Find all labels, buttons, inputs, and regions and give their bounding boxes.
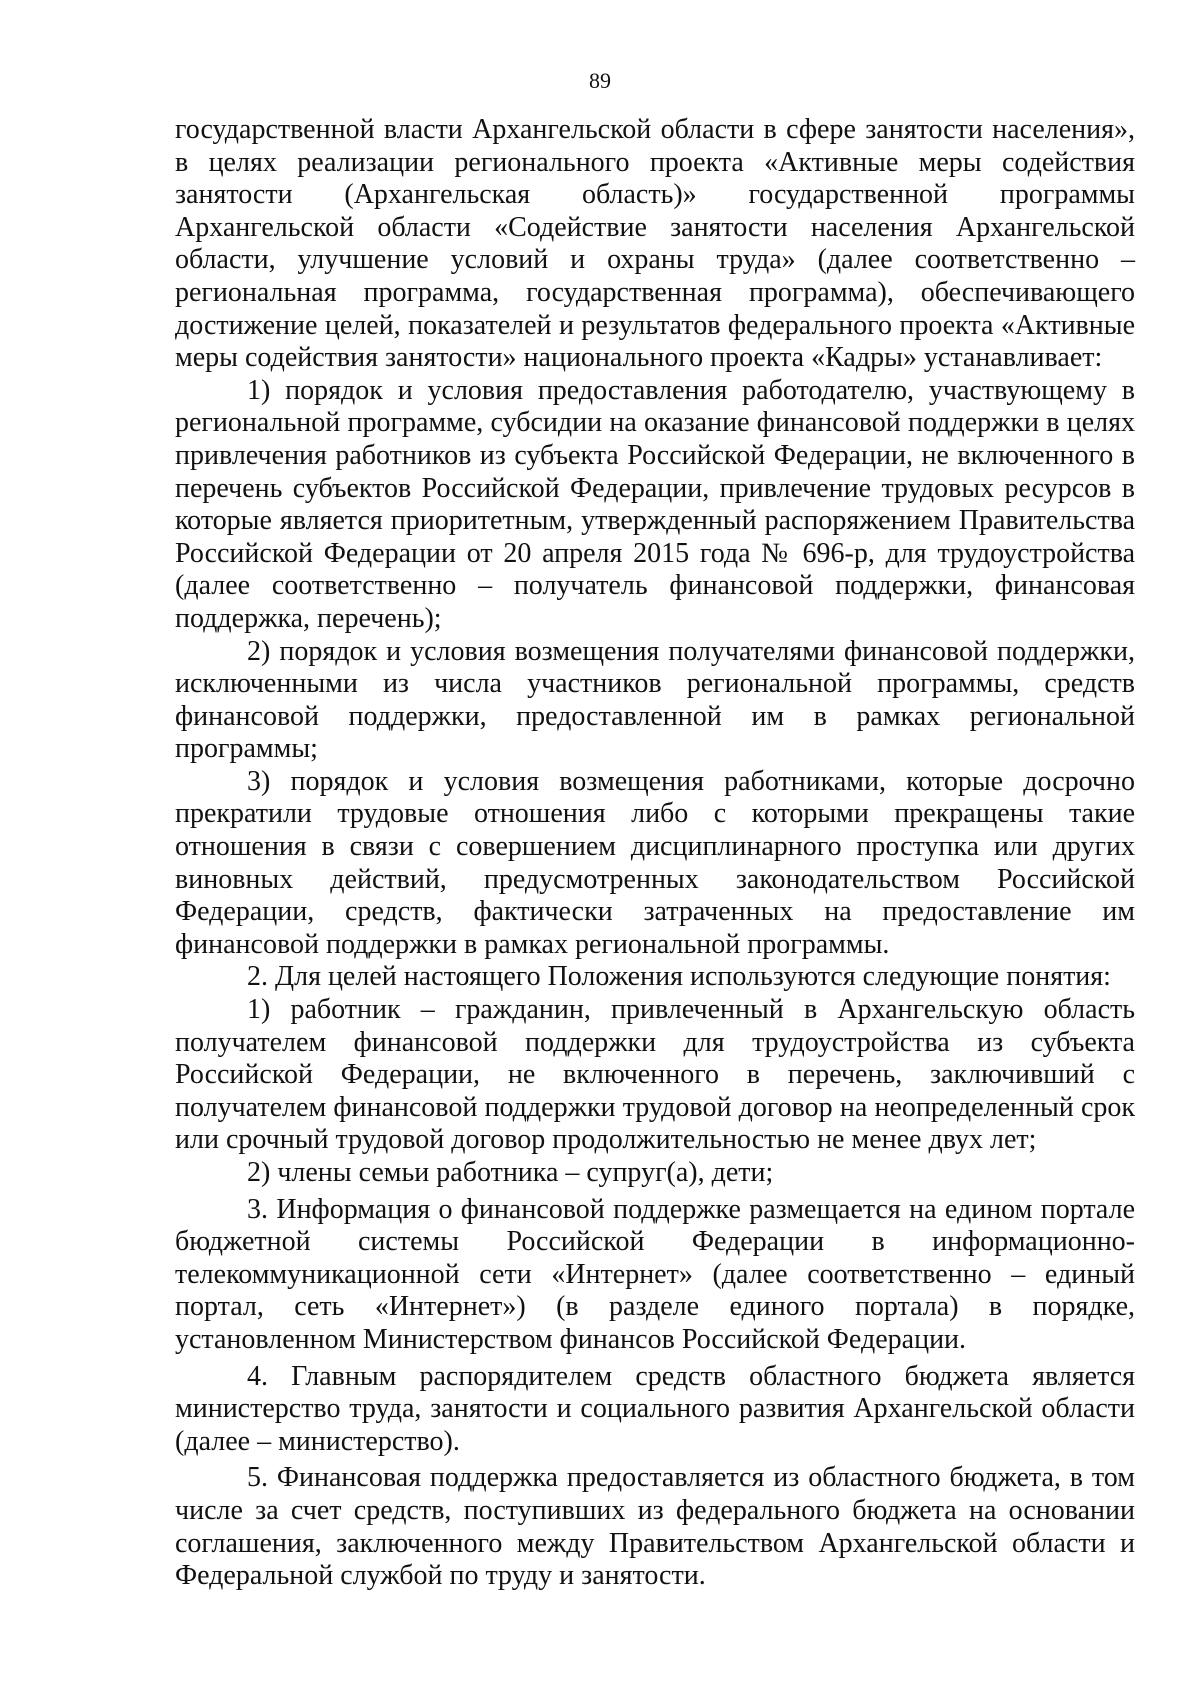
- paragraph-section-2: 2. Для целей настоящего Положения используются следующие понятия:: [247, 961, 1111, 993]
- paragraph-definition-worker: 1) работник – гражданин, привлеченный в Архангельскую область получателем финансовой поддержки для трудоустройства из субъекта Российской Федерации, не включенного в перечень, заключивший с получателем финансовой поддержки трудовой договор на неопределенный срок или срочный трудовой договор продолжительностью не менее двух лет;: [175, 994, 1135, 1156]
- paragraph-definition-family: 2) члены семьи работника – супруг(а), дети;: [247, 1157, 774, 1188]
- paragraph-item-1: 1) порядок и условия предоставления работодателю, участвующему в региональной программе, субсидии на оказание финансовой поддержки в целях привлечения работников из субъекта Российской Федерации, не включенного в перечень субъектов Российской Федерации, привлечение трудовых ресурсов в которые является приоритетным, утвержденный распоряжением Правительства Российской Федерации от 20 апреля 2015 года № 696-р, для трудоустройства (далее соответственно – получатель финансовой поддержки, финансовая поддержка, перечень);: [175, 374, 1135, 634]
- page-number: 89: [589, 68, 611, 93]
- paragraph-section-3: 3. Информация о финансовой поддержке размещается на едином портале бюджетной системы Российской Федерации в информационно-телекоммуникационной сети «Интернет» (далее соответственно – единый портал, сеть «Интернет») (в разделе единого портала) в порядке, установленном Министерством финансов Российской Федерации.: [175, 1193, 1135, 1355]
- document-body: [175, 114, 1135, 1593]
- paragraph-intro-continuation: государственной власти Архангельской области в сфере занятости населения», в целях реализации регионального проекта «Активные меры содействия занятости (Архангельская область)» государственной программы Архангельской области «Содействие занятости населения Архангельской области, улучшение условий и охраны труда» (далее соответственно – региональная программа, государственная программа), обеспечивающего достижение целей, показателей и результатов федерального проекта «Активные меры содействия занятости» национального проекта «Кадры» устанавливает:: [175, 114, 1135, 374]
- paragraph-item-3: 3) порядок и условия возмещения работниками, которые досрочно прекратили трудовые отношения либо с которыми прекращены такие отношения в связи с совершением дисциплинарного проступка или других виновных действий, предусмотренных законодательством Российской Федерации, средств, фактически затраченных на предоставление им финансовой поддержки в рамках региональной программы.: [175, 765, 1135, 960]
- paragraph-item-2: 2) порядок и условия возмещения получателями финансовой поддержки, исключенными из числа участников региональной программы, средств финансовой поддержки, предоставленной им в рамках региональной программы;: [175, 635, 1135, 765]
- paragraph-section-4: 4. Главным распорядителем средств областного бюджета является министерство труда, занятости и социального развития Архангельской области (далее – министерство).: [175, 1360, 1135, 1457]
- paragraph-section-5: 5. Финансовая поддержка предоставляется из областного бюджета, в том числе за счет средств, поступивших из федерального бюджета на основании соглашения, заключенного между Правительством Архангельской области и Федеральной службой по труду и занятости.: [175, 1462, 1135, 1592]
